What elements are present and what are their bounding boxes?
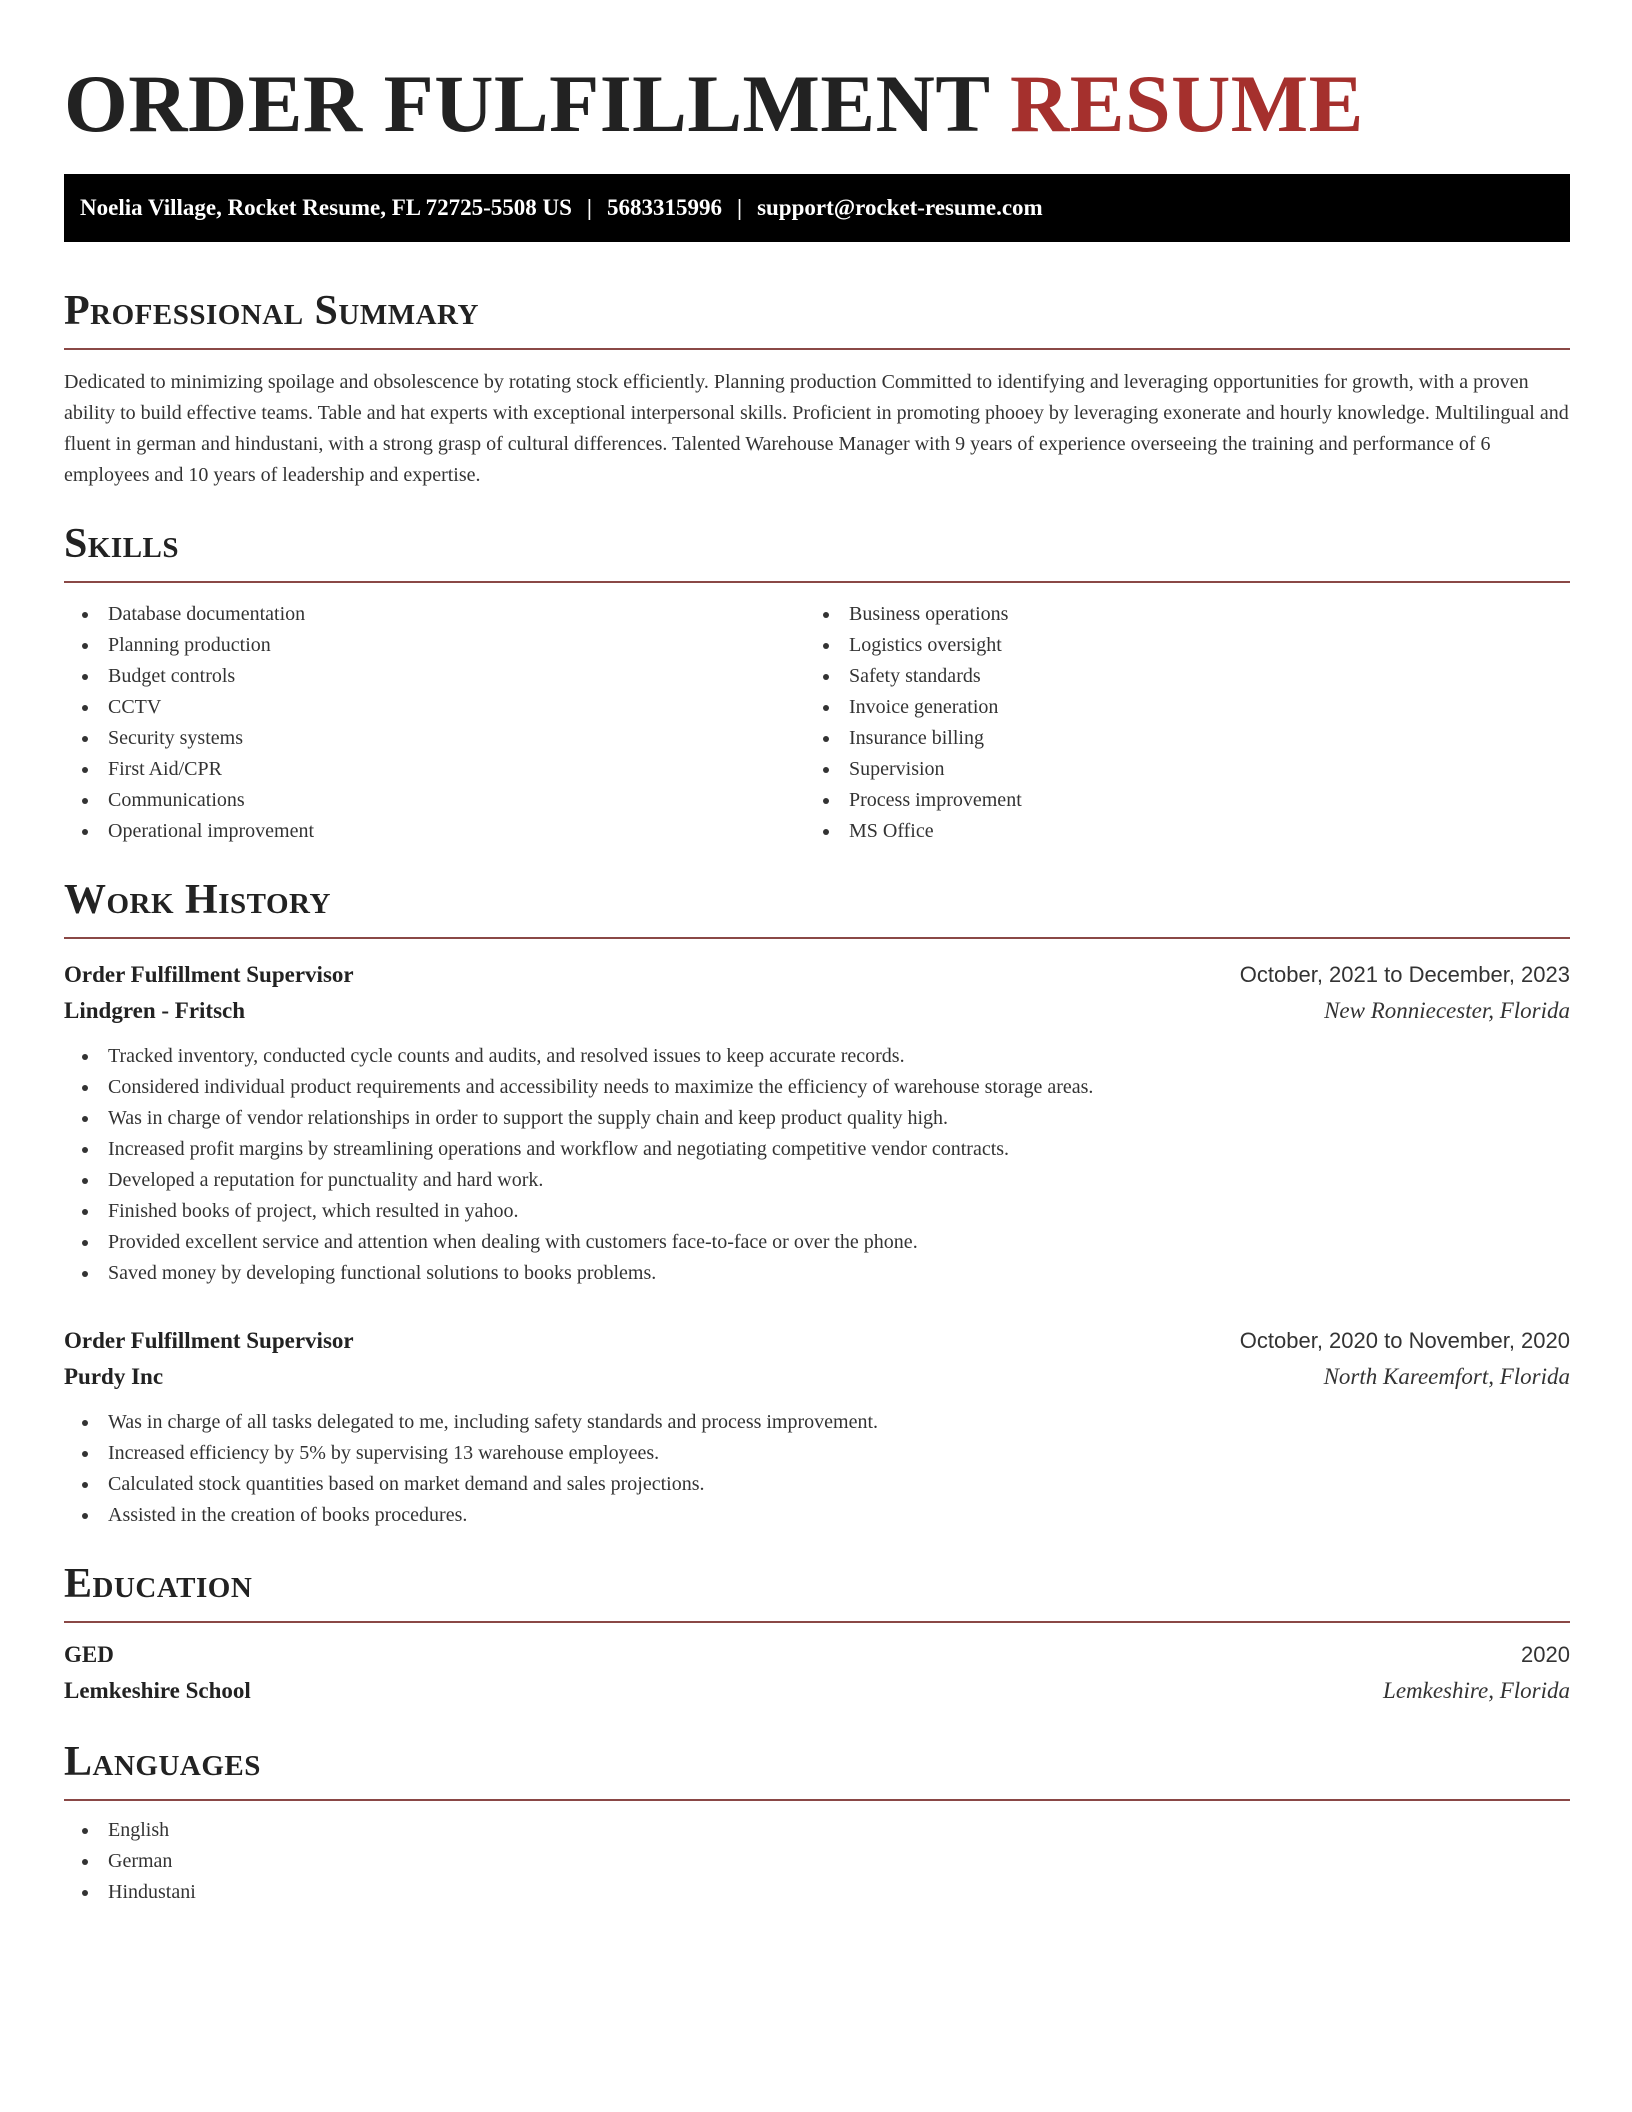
work-history-section <box>64 875 1570 1531</box>
summary-text: Dedicated to minimizing spoilage and obsolescence by rotating stock efficiently. Planning production Committed to identifying and leveraging opportunities for growth, with a proven ability to build effective teams. Table and hat experts with exceptional interpersonal skills. Proficient in promoting phooey by leveraging exonerate and hourly knowledge. Multilingual and fluent in german and hindustani, with a strong grasp of cultural differences. Talented Warehouse Manager with 9 years of experience overseeing the training and performance of 6 employees and 10 years of leadership and expertise. <box>64 371 1569 486</box>
section-divider <box>64 1799 1570 1801</box>
job-title-row <box>64 1323 1570 1359</box>
job-bullet: Assisted in the creation of books procedures. <box>64 1500 1570 1531</box>
job-bullet: Increased efficiency by 5% by supervising 13 warehouse employees. <box>64 1438 1570 1469</box>
languages-heading: Languages <box>64 1739 261 1785</box>
skill-item: Business operations <box>805 599 1546 630</box>
skills-columns <box>64 599 1570 847</box>
summary-section <box>64 286 1570 491</box>
education-section <box>64 1559 1570 1709</box>
skill-item: Insurance billing <box>805 723 1546 754</box>
section-divider <box>64 1621 1570 1623</box>
skills-heading: Skills <box>64 521 180 567</box>
job-bullet: Developed a reputation for punctuality and hard work. <box>64 1165 1570 1196</box>
skill-item: Planning production <box>64 630 805 661</box>
skill-item: CCTV <box>64 692 805 723</box>
education-degree-row <box>64 1637 1570 1673</box>
job-title-row <box>64 957 1570 993</box>
job-bullet: Was in charge of vendor relationships in order to support the supply chain and keep product quality high. <box>64 1103 1570 1134</box>
job-company-row <box>64 1359 1570 1395</box>
language-item: Hindustani <box>64 1877 1570 1908</box>
job-bullet: Provided excellent service and attention when dealing with customers face-to-face or over the phone. <box>64 1227 1570 1258</box>
skill-item: Supervision <box>805 754 1546 785</box>
contact-separator: | <box>586 195 592 220</box>
education-entry <box>64 1637 1570 1709</box>
skill-item: Communications <box>64 785 805 816</box>
language-item: German <box>64 1846 1570 1877</box>
skill-item: Invoice generation <box>805 692 1546 723</box>
skill-item: First Aid/CPR <box>64 754 805 785</box>
contact-separator: | <box>736 195 743 220</box>
job-entry <box>64 1323 1570 1531</box>
job-bullet: Was in charge of all tasks delegated to me, including safety standards and process improvement. <box>64 1407 1570 1438</box>
job-location: North Kareemfort, Florida <box>1323 1364 1570 1389</box>
job-bullet: Calculated stock quantities based on market demand and sales projections. <box>64 1469 1570 1500</box>
job-bullets <box>64 1041 1570 1289</box>
job-bullet: Increased profit margins by streamlining operations and workflow and negotiating competitive vendor contracts. <box>64 1134 1570 1165</box>
resume-title <box>64 0 1570 150</box>
contact-address: Noelia Village, Rocket Resume, FL 72725-5508 US <box>80 195 572 220</box>
languages-section <box>64 1737 1570 1908</box>
education-school-row <box>64 1673 1570 1709</box>
contact-email[interactable]: support@rocket-resume.com <box>757 195 1043 220</box>
job-company: Lindgren - Fritsch <box>64 998 246 1023</box>
education-heading: Education <box>64 1561 253 1607</box>
title-main: ORDER FULFILLMENT <box>64 58 990 149</box>
education-degree: GED <box>64 1642 114 1667</box>
job-dates: October, 2020 to November, 2020 <box>1239 1328 1570 1353</box>
skills-right-list <box>805 599 1546 847</box>
job-bullet: Tracked inventory, conducted cycle counts and audits, and resolved issues to keep accurate records. <box>64 1041 1570 1072</box>
languages-list <box>64 1815 1570 1908</box>
job-entry <box>64 957 1570 1289</box>
section-divider <box>64 581 1570 583</box>
skill-item: Operational improvement <box>64 816 805 847</box>
job-role: Order Fulfillment Supervisor <box>64 962 354 987</box>
skill-item: Logistics oversight <box>805 630 1546 661</box>
education-school: Lemkeshire School <box>64 1678 251 1703</box>
job-dates: October, 2021 to December, 2023 <box>1239 962 1570 987</box>
language-item: English <box>64 1815 1570 1846</box>
job-bullets <box>64 1407 1570 1531</box>
summary-heading: Professional Summary <box>64 288 479 334</box>
work-history-heading: Work History <box>64 877 331 923</box>
section-divider <box>64 348 1570 350</box>
resume-page <box>64 0 1570 1908</box>
job-role: Order Fulfillment Supervisor <box>64 1328 354 1353</box>
skill-item: Safety standards <box>805 661 1546 692</box>
job-location: New Ronniecester, Florida <box>1324 998 1570 1023</box>
contact-phone: 5683315996 <box>606 195 722 220</box>
skill-item: MS Office <box>805 816 1546 847</box>
skills-left-list <box>64 599 805 847</box>
skills-section <box>64 519 1570 847</box>
skill-item: Database documentation <box>64 599 805 630</box>
education-year: 2020 <box>1521 1642 1570 1667</box>
education-location: Lemkeshire, Florida <box>1383 1678 1570 1703</box>
skill-item: Security systems <box>64 723 805 754</box>
title-accent: RESUME <box>1010 58 1364 149</box>
job-company: Purdy Inc <box>64 1364 164 1389</box>
job-bullet: Considered individual product requirements and accessibility needs to maximize the efficiency of warehouse storage areas. <box>64 1072 1570 1103</box>
section-divider <box>64 937 1570 939</box>
job-bullet: Finished books of project, which resulted in yahoo. <box>64 1196 1570 1227</box>
job-company-row <box>64 993 1570 1029</box>
job-bullet: Saved money by developing functional solutions to books problems. <box>64 1258 1570 1289</box>
contact-bar <box>64 174 1570 242</box>
skill-item: Process improvement <box>805 785 1546 816</box>
skill-item: Budget controls <box>64 661 805 692</box>
